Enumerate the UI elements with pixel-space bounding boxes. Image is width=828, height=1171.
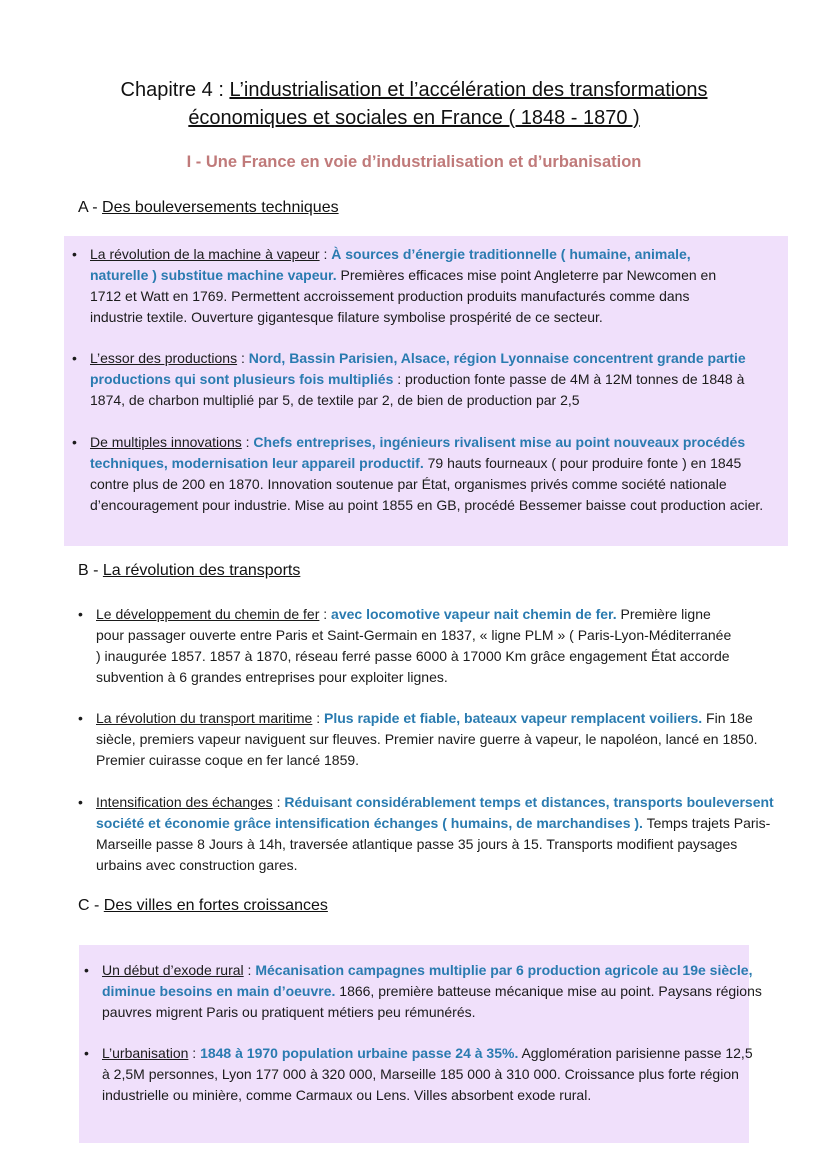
- item-lead: Un début d’exode rural: [102, 962, 244, 978]
- section-title-b: [78, 562, 300, 580]
- bullet-icon: •: [78, 794, 83, 810]
- list-item: [76, 708, 776, 771]
- item-separator: :: [319, 246, 332, 262]
- part-title: I - Une France en voie d’industrialisation et d’urbanisation: [186, 153, 642, 171]
- item-highlight: Nord, Bassin Parisien, Alsace, région Lyonnaise concentrent grande partie productions qui sont plusieurs fois multipliés: [90, 350, 746, 387]
- item-separator: :: [241, 434, 254, 450]
- item-highlight: Plus rapide et fiable, bateaux vapeur remplacent voiliers.: [324, 710, 703, 726]
- section-title-a: [78, 199, 339, 217]
- item-separator: :: [272, 794, 285, 810]
- bullet-icon: •: [84, 962, 89, 978]
- chapter-title-line-1: [60, 76, 768, 104]
- item-lead: L’urbanisation: [102, 1045, 189, 1061]
- bullet-icon: •: [72, 246, 77, 262]
- item-lead: La révolution de la machine à vapeur: [90, 246, 320, 262]
- item-highlight: Réduisant considérablement temps et distances, transports bouleversent société et économie grâce intensification échanges ( humains, de marchandises ).: [96, 794, 774, 831]
- item-lead: Le développement du chemin de fer: [96, 606, 320, 622]
- list-item: [82, 1043, 762, 1106]
- section-title-text: Des bouleversements techniques: [102, 199, 339, 216]
- item-highlight: Mécanisation campagnes multiplie par 6 production agricole au 19e siècle, diminue besoins en main d’oeuvre.: [102, 962, 753, 999]
- section-prefix: A -: [78, 199, 103, 216]
- section-prefix: B -: [78, 562, 103, 579]
- section-title-c: [78, 897, 328, 915]
- item-highlight: Chefs entreprises, ingénieurs rivalisent mise au point nouveaux procédés techniques, modernisation leur appareil productif.: [90, 434, 746, 471]
- chapter-title-line-2: économiques et sociales en France ( 1848 - 1870 ): [188, 107, 640, 129]
- item-separator: :: [312, 710, 324, 726]
- item-separator: :: [319, 606, 332, 622]
- list-item: [76, 792, 786, 876]
- item-text: 1866, première batteuse mécanique mise au point. Paysans régions pauvres migrent Paris ou pratiquent métiers peu rémunérés.: [102, 983, 762, 1020]
- item-lead: L’essor des productions: [90, 350, 238, 366]
- item-text: : production fonte passe de 4M à 12M tonnes de 1848 à 1874, de charbon multiplié par 5, de textile par 2, de bien de production par 2,5: [90, 371, 745, 408]
- item-text: Fin 18e siècle, premiers vapeur naviguent sur fleuves. Premier navire guerre à vapeur, le napoléon, lancé en 1850. Premier cuirasse coque en fer lancé 1859.: [96, 710, 758, 768]
- item-separator: :: [237, 350, 249, 366]
- bullet-icon: •: [78, 606, 83, 622]
- bullet-icon: •: [84, 1045, 89, 1061]
- bullet-icon: •: [78, 710, 83, 726]
- section-prefix: C -: [78, 897, 104, 914]
- bullet-icon: •: [72, 350, 77, 366]
- item-separator: :: [188, 1045, 201, 1061]
- list-item: [70, 244, 740, 328]
- item-highlight: 1848 à 1970 population urbaine passe 24 à 35%.: [200, 1045, 519, 1061]
- item-text: Première ligne pour passager ouverte entre Paris et Saint-Germain en 1837, « ligne PLM » ( Paris-Lyon-Méditerranée ) inaugurée 1857. 1857 à 1870, réseau ferré passe 6000 à 17000 Km grâce engagement État accorde subvention à 6 grandes entreprises pour exploiter lignes.: [96, 606, 732, 685]
- item-text: Agglomération parisienne passe 12,5 à 2,5M personnes, Lyon 177 000 à 320 000, Marseille 185 000 à 310 000. Croissance plus forte région industrielle ou minière, comme Carmaux ou Lens. Villes absorbent exode rural.: [102, 1045, 753, 1103]
- chapter-title-text-1: L’industrialisation et l’accélération des transformations: [229, 79, 708, 101]
- item-highlight: À sources d’énergie traditionnelle ( humaine, animale, naturelle ) substitue machine vapeur.: [90, 246, 691, 283]
- list-item: [76, 604, 736, 688]
- item-text: 79 hauts fourneaux ( pour produire fonte ) en 1845 contre plus de 200 en 1870. Innovation soutenue par État, organismes privés comme société nationale d’encouragement pour industrie. Mise au point 1855 en GB, procédé Bessemer baisse cout production acier.: [90, 455, 764, 513]
- list-item: [70, 432, 780, 516]
- item-highlight: avec locomotive vapeur nait chemin de fer.: [331, 606, 617, 622]
- section-title-text: La révolution des transports: [102, 562, 301, 579]
- item-lead: De multiples innovations: [90, 434, 242, 450]
- item-text: Premières efficaces mise point Angleterre par Newcomen en 1712 et Watt en 1769. Permettent accroissement production produits manufacturés comme dans industrie textile. Ouverture gigantesque filature symbolise prospérité de ce secteur.: [90, 267, 717, 325]
- chapter-title: [60, 76, 768, 132]
- chapter-prefix: Chapitre 4 :: [120, 79, 230, 101]
- list-item: [70, 348, 770, 411]
- item-text: Temps trajets Paris-Marseille passe 8 Jours à 14h, traversée atlantique passe 35 jours à 15. Transports modifient paysages urbains avec construction gares.: [96, 815, 771, 873]
- item-separator: :: [243, 962, 256, 978]
- list-item: [82, 960, 762, 1023]
- section-title-text: Des villes en fortes croissances: [103, 897, 328, 914]
- item-lead: Intensification des échanges: [96, 794, 273, 810]
- bullet-icon: •: [72, 434, 77, 450]
- item-lead: La révolution du transport maritime: [96, 710, 313, 726]
